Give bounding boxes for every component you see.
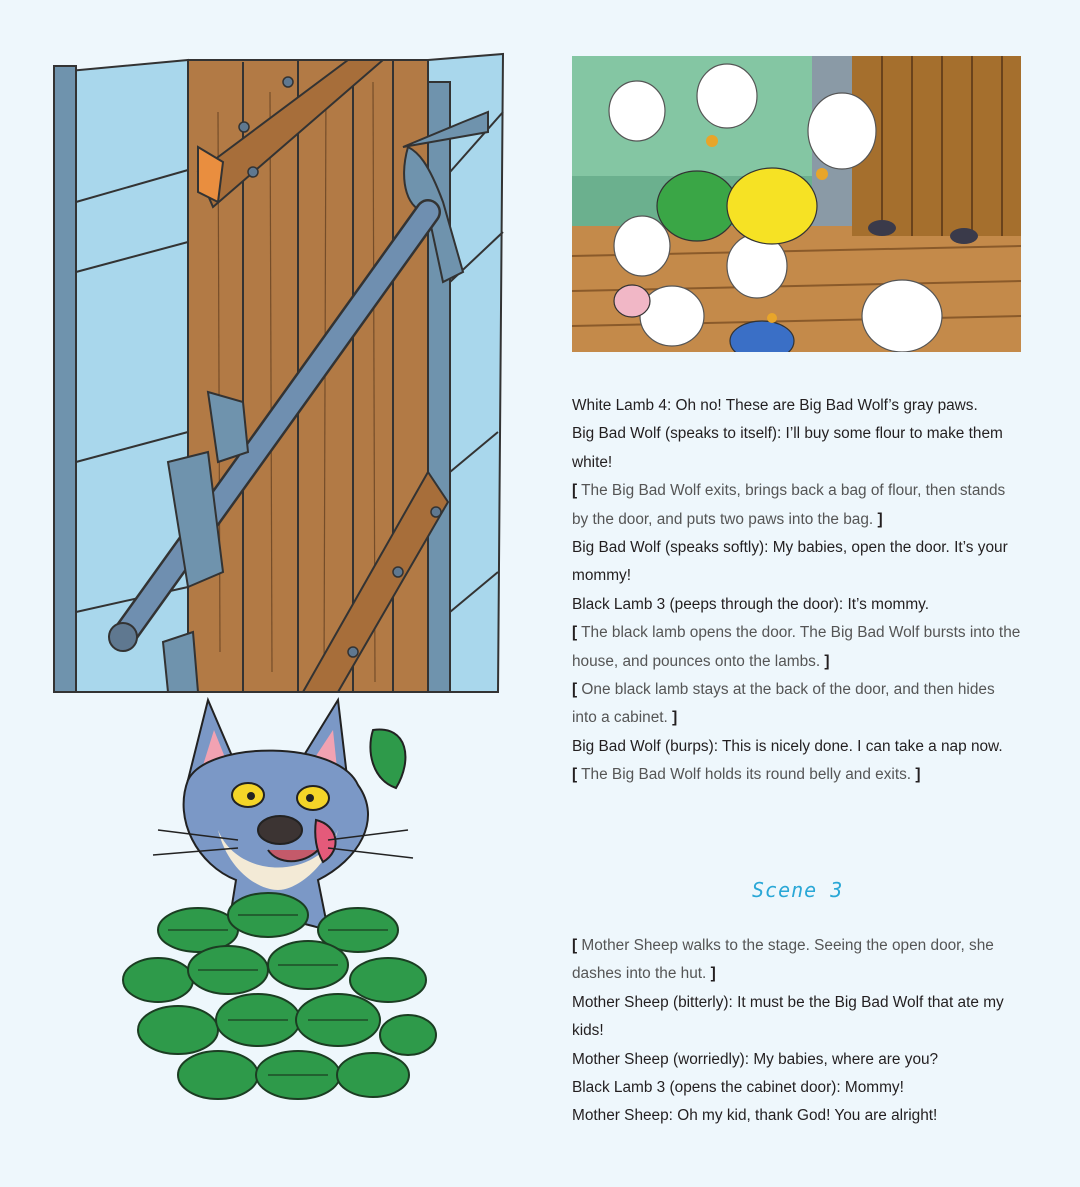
stage-bracket-open: [: [572, 624, 578, 642]
stage-bracket-open: [: [572, 681, 578, 699]
dialogue-section-bottom: [572, 932, 1022, 1131]
stage-bracket-close: ]: [672, 709, 678, 727]
dialogue-line: Mother Sheep (worriedly): My babies, where are you?: [572, 1050, 939, 1068]
stage-text: The Big Bad Wolf holds its round belly and exits.: [581, 766, 912, 784]
stage-text: One black lamb stays at the back of the door, and then hides into a cabinet.: [572, 681, 995, 727]
dialogue-line: Black Lamb 3 (opens the cabinet door): Mommy!: [572, 1079, 904, 1097]
stage-direction: [572, 932, 1022, 989]
stage-bracket-open: [: [572, 766, 578, 784]
stage-bracket-close: ]: [710, 965, 716, 983]
stage-bracket-close: ]: [824, 652, 830, 670]
dialogue-line: Mother Sheep (bitterly): It must be the Big Bad Wolf that ate my kids!: [572, 993, 1004, 1040]
dialogue-line: Big Bad Wolf (speaks softly): My babies, open the door. It’s your mommy!: [572, 539, 1008, 585]
stage-text: The Big Bad Wolf exits, brings back a bag of flour, then stands by the door, and puts two paws into the bag.: [572, 482, 1006, 528]
stage-bracket-open: [: [572, 482, 578, 500]
dialogue-line: Big Bad Wolf (burps): This is nicely done. I can take a nap now.: [572, 737, 1003, 755]
dialogue-section-top: [572, 392, 1022, 790]
dialogue-line: Mother Sheep: Oh my kid, thank God! You are alright!: [572, 1107, 938, 1125]
stage-direction: [572, 761, 1022, 789]
stage-direction: [572, 619, 1022, 676]
stage-bracket-close: ]: [877, 510, 883, 528]
stage-text: Mother Sheep walks to the stage. Seeing the open door, she dashes into the hut.: [572, 937, 994, 983]
dialogue-line: Big Bad Wolf (speaks to itself): I’ll buy some flour to make them white!: [572, 425, 1003, 471]
scene-heading: Scene 3: [752, 878, 844, 902]
stage-direction: [572, 477, 1022, 534]
door-latch-illustration: [48, 52, 508, 698]
stage-bracket-open: [: [572, 937, 578, 954]
stage-direction: [572, 676, 1022, 733]
lambs-at-door-picture: [572, 56, 1021, 352]
dialogue-line: Black Lamb 3 (peeps through the door): It’s mommy.: [572, 595, 929, 613]
stage-bracket-close: ]: [915, 766, 921, 784]
wolf-in-bush-illustration: [118, 690, 438, 1110]
dialogue-line: White Lamb 4: Oh no! These are Big Bad Wolf’s gray paws.: [572, 397, 978, 414]
stage-text: The black lamb opens the door. The Big Bad Wolf bursts into the house, and pounces onto the lambs.: [572, 624, 1021, 670]
